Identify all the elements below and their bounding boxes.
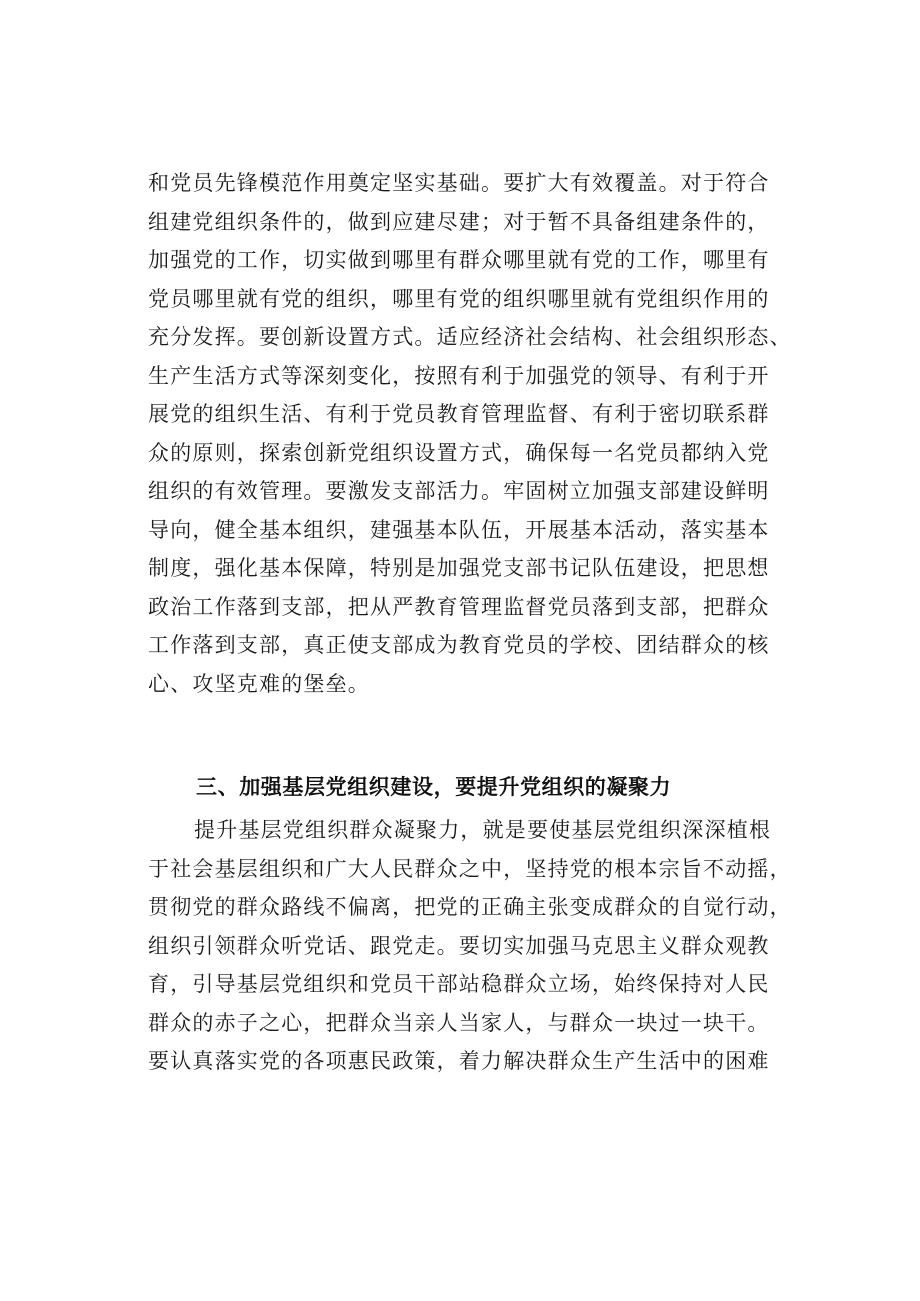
- section-heading: 三、加强基层党组织建设，要提升党组织的凝聚力: [196, 775, 672, 799]
- paragraph-line: 制度，强化基本保障，特别是加强党支部书记队伍建设，把思想: [148, 556, 770, 580]
- paragraph-line: 提升基层党组织群众凝聚力，就是要使基层党组织深深植根: [194, 818, 772, 842]
- paragraph-line: 加强党的工作，切实做到哪里有群众哪里就有党的工作，哪里有: [148, 248, 770, 272]
- paragraph-line: 贯彻党的群众路线不偏离，把党的正确主张变成群众的自觉行动，: [148, 895, 792, 919]
- paragraph-line: 育，引导基层党组织和党员干部站稳群众立场，始终保持对人民: [148, 972, 770, 996]
- paragraph-line: 心、攻坚克难的堡垒。: [148, 671, 370, 696]
- paragraph-line: 展党的组织生活、有利于党员教育管理监督、有利于密切联系群: [148, 402, 770, 426]
- paragraph-line: 生产生活方式等深刻变化，按照有利于加强党的领导、有利于开: [148, 363, 770, 388]
- paragraph-line: 于社会基层组织和广大人民群众之中，坚持党的根本宗旨不动摇，: [148, 856, 792, 881]
- paragraph-line: 和党员先锋模范作用奠定坚实基础。要扩大有效覆盖。对于符合: [148, 171, 770, 195]
- paragraph-line: 政治工作落到支部，把从严教育管理监督党员落到支部，把群众: [148, 594, 770, 619]
- paragraph-line: 充分发挥。要创新设置方式。适应经济社会结构、社会组织形态、: [148, 325, 792, 349]
- paragraph-line: 要认真落实党的各项惠民政策，着力解决群众生产生活中的困难: [148, 1049, 770, 1073]
- paragraph-2: [148, 811, 820, 1081]
- paragraph-line: 群众的赤子之心，把群众当亲人当家人，与群众一块过一块干。: [148, 1010, 770, 1035]
- paragraph-line: 工作落到支部，真正使支部成为教育党员的学校、团结群众的核: [148, 633, 770, 657]
- paragraph-line: 组织引领群众听党话、跟党走。要切实加强马克思主义群众观教: [148, 933, 770, 958]
- paragraph-line: 众的原则，探索创新党组织设置方式，确保每一名党员都纳入党: [148, 440, 770, 465]
- paragraph-line: 组建党组织条件的，做到应建尽建；对于暂不具备组建条件的，: [148, 209, 770, 234]
- paragraph-line: 组织的有效管理。要激发支部活力。牢固树立加强支部建设鲜明: [148, 479, 770, 503]
- paragraph-line: 党员哪里就有党的组织，哪里有党的组织哪里就有党组织作用的: [148, 286, 770, 311]
- paragraph-1: [148, 164, 820, 703]
- paragraph-line: 导向，健全基本组织，建强基本队伍，开展基本活动，落实基本: [148, 517, 770, 542]
